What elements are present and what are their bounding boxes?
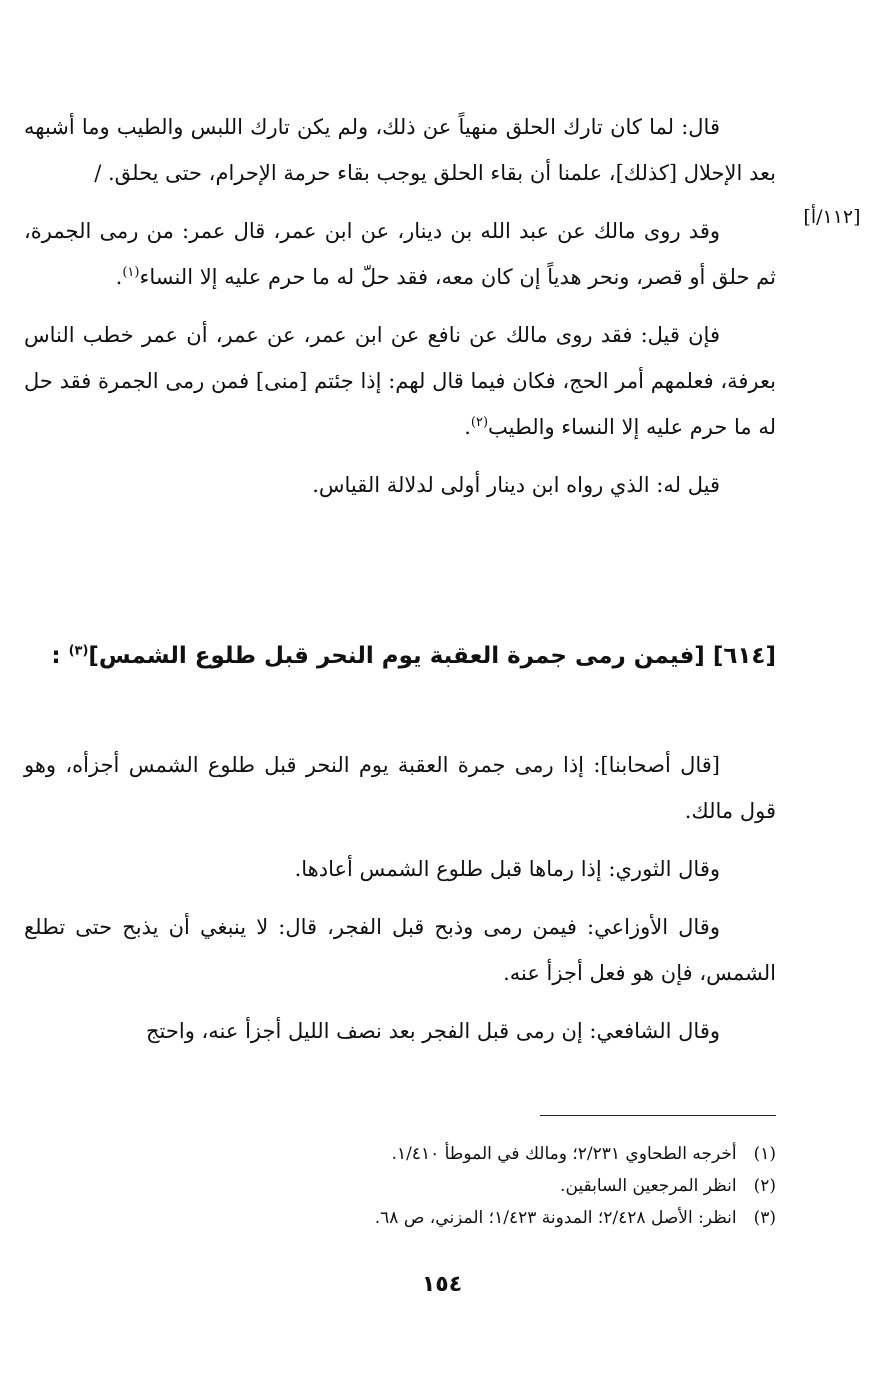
- footnote-2: (٢) انظر المرجعين السابقين.: [560, 1176, 776, 1196]
- footnote-marker-2: (٢): [470, 415, 489, 430]
- footnote-3: (٣) انظر: الأصل ٢/٤٢٨؛ المدونة ١/٤٢٣؛ المزني، ص ٦٨.: [374, 1208, 776, 1228]
- paragraph-7: وقال الأوزاعي: فيمن رمى وذبح قبل الفجر، قال: لا ينبغي أن يذبح حتى تطلع الشمس، فإن هو فعل أجزأ عنه.: [24, 915, 776, 985]
- section-number: [٦١٤]: [712, 643, 776, 669]
- paragraph-5: [قال أصحابنا]: إذا رمى جمرة العقبة يوم النحر قبل طلوع الشمس أجزأه، وهو قول مالك.: [24, 753, 776, 823]
- section-title-colon: :: [51, 643, 61, 669]
- body-text-bottom: [24, 742, 776, 1054]
- footnote-marker-3: (٣): [68, 643, 89, 659]
- footnote-divider: [540, 1115, 776, 1116]
- body-text-top: [24, 104, 776, 508]
- page-number: ١٥٤: [421, 1272, 463, 1297]
- footnote-1: (١) أخرجه الطحاوي ٢/٢٣١؛ ومالك في الموطأ ١/٤١٠.: [391, 1144, 776, 1164]
- footnotes: [24, 1138, 776, 1234]
- section-title: [فيمن رمى جمرة العقبة يوم النحر قبل طلوع الشمس]: [88, 643, 705, 669]
- section-heading: [24, 630, 776, 682]
- paragraph-3: فإن قيل: فقد روى مالك عن نافع عن ابن عمر، عن عمر، أن عمر خطب الناس بعرفة، فعلمهم أمر الحج، فكان فيما قال لهم: إذا جئتم [منى] فمن رمى الجمرة فقد حل له ما حرم عليه إلا النساء والطيب$^{(٢)}$.: [24, 323, 776, 439]
- paragraph-2: وقد روى مالك عن عبد الله بن دينار، عن ابن عمر، قال عمر: من رمى الجمرة، ثم حلق أو قصر، ونحر هدياً إن كان معه، فقد حلّ له ما حرم عليه إلا النساء$^{(١)}$.: [24, 219, 776, 289]
- paragraph-8: وقال الشافعي: إن رمى قبل الفجر بعد نصف الليل أجزأ عنه، واحتج: [145, 1019, 720, 1043]
- paragraph-4: قيل له: الذي رواه ابن دينار أولى لدلالة القياس.: [312, 473, 720, 497]
- footnote-marker-1: (١): [122, 265, 140, 280]
- margin-folio-note: [١١٢/أ]: [803, 206, 861, 228]
- paragraph-1: قال: لما كان تارك الحلق منهياً عن ذلك، ولم يكن تارك اللبس والطيب وما أشبهه بعد الإحلال [كذلك]، علمنا أن بقاء الحلق يوجب بقاء حرمة الإحرام، حتى يحلق. /: [24, 115, 776, 185]
- paragraph-6: وقال الثوري: إذا رماها قبل طلوع الشمس أعادها.: [294, 857, 720, 881]
